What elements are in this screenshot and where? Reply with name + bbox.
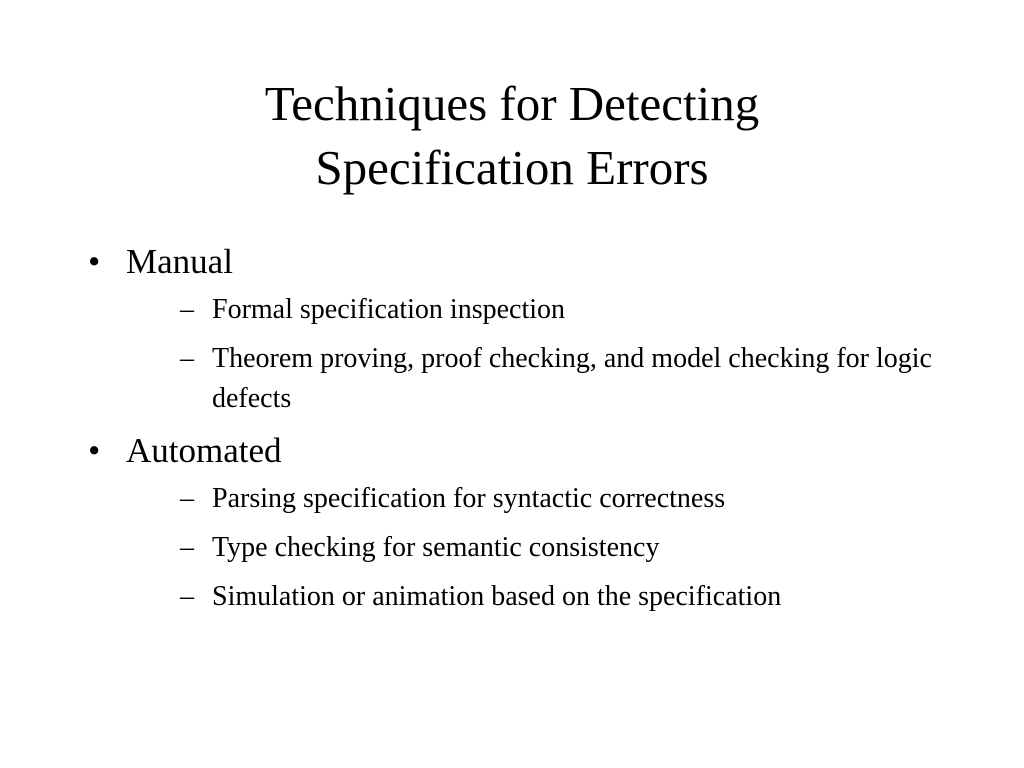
sub-bullet-item <box>126 479 944 519</box>
dash-marker: – <box>180 532 194 563</box>
sub-bullet-text: Parsing specification for syntactic correctness <box>212 483 726 514</box>
dash-marker: – <box>180 483 194 514</box>
dash-marker: – <box>180 343 194 374</box>
bullet-label: Automated <box>126 431 282 470</box>
slide-title-line-1: Techniques for Detecting <box>264 76 760 131</box>
sub-bullet-text: Simulation or animation based on the specification <box>212 581 782 612</box>
sub-bullet-item <box>126 577 944 617</box>
sub-bullet-text: Type checking for semantic consistency <box>212 532 660 563</box>
dash-marker: – <box>180 581 194 612</box>
slide-title <box>112 72 912 200</box>
bullet-item-manual <box>84 240 944 419</box>
sub-bullet-item <box>126 339 944 419</box>
bullet-list <box>84 240 944 627</box>
dash-marker: – <box>180 294 194 325</box>
sub-bullet-item <box>126 290 944 330</box>
slide-title-line-2: Specification Errors <box>315 140 709 195</box>
sub-bullet-text: Theorem proving, proof checking, and model checking for logic defects <box>212 343 932 414</box>
bullet-item-automated <box>84 429 944 617</box>
sub-bullet-text: Formal specification inspection <box>212 294 566 325</box>
bullet-marker: • <box>88 431 101 470</box>
sub-bullet-list <box>126 479 944 617</box>
sub-bullet-item <box>126 528 944 568</box>
sub-bullet-list <box>126 290 944 419</box>
bullet-label: Manual <box>126 242 233 281</box>
bullet-marker: • <box>88 242 101 281</box>
